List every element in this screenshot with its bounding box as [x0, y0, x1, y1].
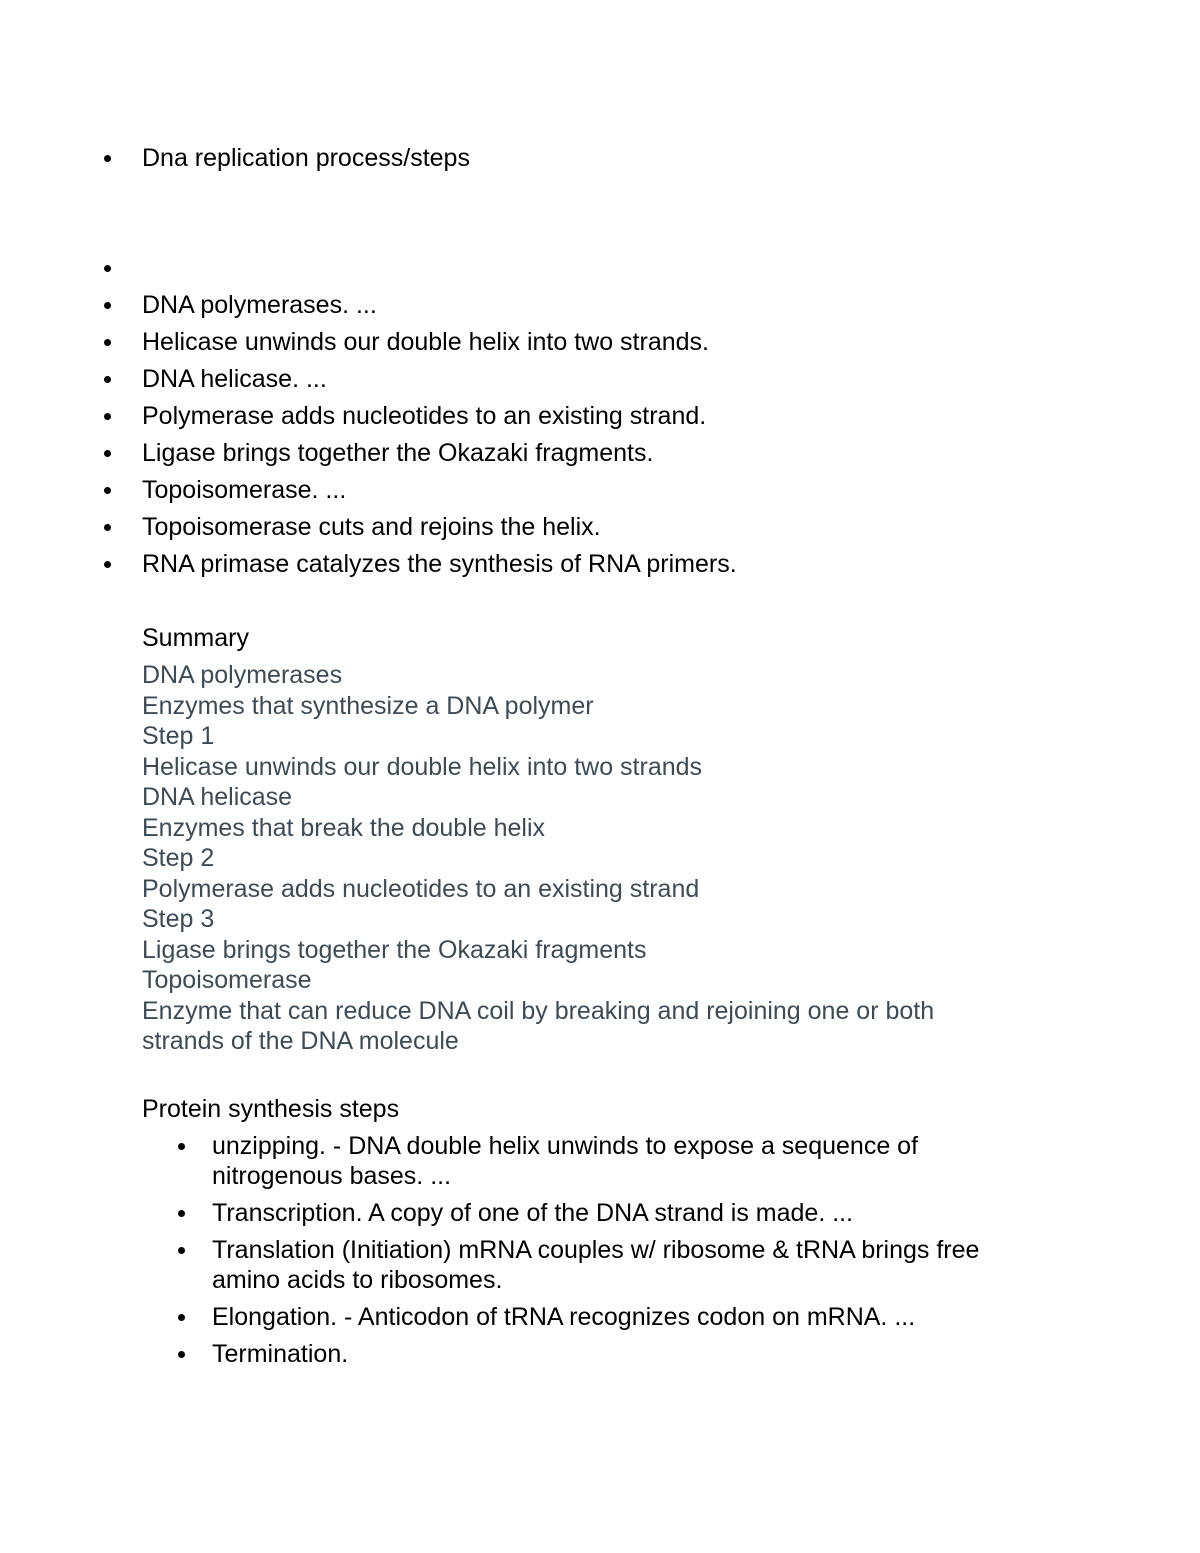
enzyme-list-item: [142, 475, 737, 512]
bullet-icon: [104, 339, 111, 346]
bullet-icon: [104, 302, 111, 309]
summary-line: DNA helicase: [142, 783, 293, 811]
summary-line: Step 2: [142, 844, 215, 872]
protein-step-item: [212, 1302, 1052, 1332]
title-list-item: [142, 143, 470, 173]
enzyme-list-item: [142, 253, 737, 290]
summary-line: Polymerase adds nucleotides to an existing strand: [142, 874, 700, 903]
protein-step-text: unzipping. - DNA double helix unwinds to expose a sequence of nitrogenous bases. ...: [212, 1132, 919, 1190]
enzyme-item-text: Helicase unwinds our double helix into two strands.: [142, 328, 709, 356]
enzyme-item-text: RNA primase catalyzes the synthesis of RNA primers.: [142, 550, 737, 578]
enzyme-list: [142, 253, 737, 586]
enzyme-list-item: [142, 512, 737, 549]
enzyme-list-item: [142, 401, 737, 438]
bullet-icon: [104, 376, 111, 383]
enzyme-list-item: [142, 290, 737, 327]
summary-line: Step 3: [142, 905, 215, 933]
protein-steps-list: [212, 1131, 1052, 1376]
summary-line: DNA polymerases: [142, 661, 343, 689]
bullet-icon: [178, 1314, 185, 1321]
protein-synthesis-heading: Protein synthesis steps: [142, 1095, 400, 1123]
bullet-icon: [104, 155, 111, 162]
summary-line: Ligase brings together the Okazaki fragments: [142, 935, 647, 964]
bullet-icon: [104, 524, 111, 531]
summary-line: Step 1: [142, 722, 215, 750]
title-list: [142, 143, 470, 173]
summary-line: Topoisomerase: [142, 966, 312, 994]
protein-step-item: [212, 1198, 1052, 1228]
summary-label: Summary: [142, 624, 249, 652]
summary-line: Helicase unwinds our double helix into two strands: [142, 752, 703, 781]
bullet-icon: [178, 1351, 185, 1358]
enzyme-list-item: [142, 438, 737, 475]
bullet-icon: [178, 1143, 185, 1150]
bullet-icon: [104, 561, 111, 568]
bullet-icon: [104, 450, 111, 457]
protein-step-text: Translation (Initiation) mRNA couples w/ ribosome & tRNA brings free amino acids to ribosomes.: [212, 1236, 980, 1294]
bullet-icon: [104, 487, 111, 494]
enzyme-item-text: Ligase brings together the Okazaki fragments.: [142, 439, 654, 467]
protein-step-text: Elongation. - Anticodon of tRNA recognizes codon on mRNA. ...: [212, 1303, 916, 1331]
summary-line: Enzymes that synthesize a DNA polymer: [142, 691, 594, 720]
protein-step-item: [212, 1235, 1052, 1295]
enzyme-list-item: [142, 364, 737, 401]
enzyme-item-text: DNA helicase. ...: [142, 365, 327, 393]
protein-step-text: Transcription. A copy of one of the DNA strand is made. ...: [212, 1199, 854, 1227]
enzyme-item-text: Topoisomerase. ...: [142, 476, 347, 504]
bullet-icon: [178, 1210, 185, 1217]
enzyme-item-text: Topoisomerase cuts and rejoins the helix.: [142, 513, 601, 541]
protein-step-text: Termination.: [212, 1340, 349, 1368]
enzyme-item-text: Polymerase adds nucleotides to an existing strand.: [142, 402, 707, 430]
summary-line: Enzymes that break the double helix: [142, 813, 546, 842]
bullet-icon: [178, 1247, 185, 1254]
bullet-icon: [104, 413, 111, 420]
summary-block: [142, 660, 1042, 1057]
protein-step-item: [212, 1339, 1052, 1369]
enzyme-list-item: [142, 327, 737, 364]
enzyme-item-text: DNA polymerases. ...: [142, 291, 377, 319]
bullet-icon: [104, 265, 111, 272]
summary-line: Enzyme that can reduce DNA coil by breaking and rejoining one or both strands of the DNA molecule: [142, 996, 935, 1055]
protein-step-item: [212, 1131, 1052, 1191]
title-item-text: Dna replication process/steps: [142, 144, 470, 172]
enzyme-list-item: [142, 549, 737, 586]
